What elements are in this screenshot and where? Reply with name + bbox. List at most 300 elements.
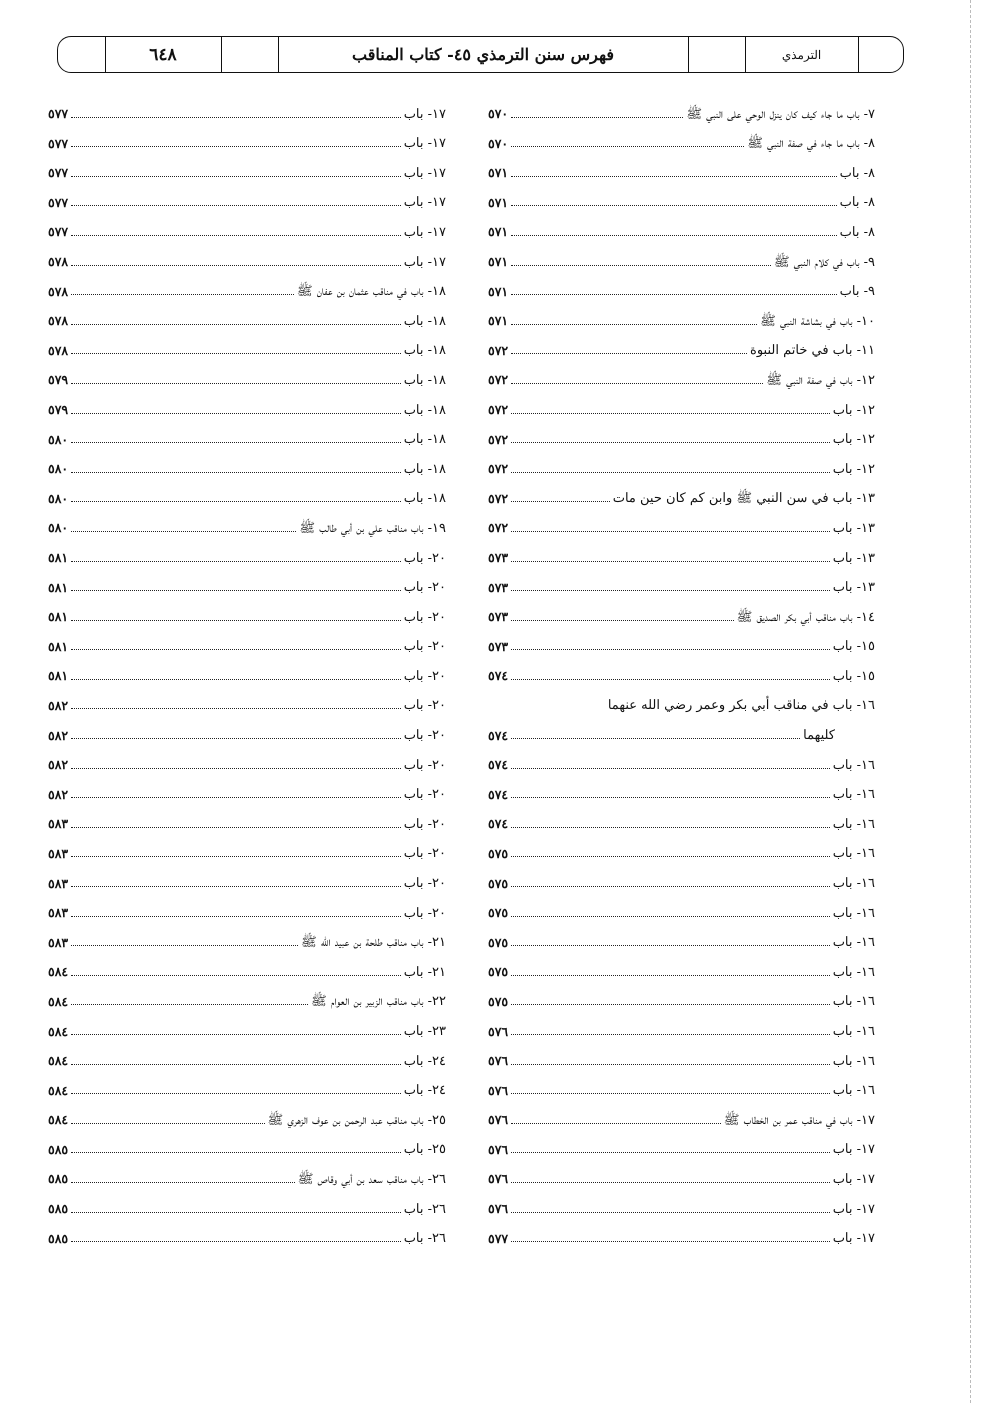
entry-page-number: ٥٧٤ (488, 757, 509, 773)
entry-page-number: ٥٨٥ (48, 1171, 69, 1187)
dot-leader (71, 649, 401, 650)
entry-title: ٢٠- باب (403, 609, 446, 625)
index-entry (488, 774, 875, 804)
index-entry (488, 359, 875, 389)
entry-title: ١٧- باب (832, 1142, 875, 1158)
index-entry (488, 744, 875, 774)
dot-leader (511, 797, 830, 798)
index-entry (488, 507, 875, 537)
entry-page-number: ٥٧٧ (48, 135, 69, 151)
entry-page-number: ٥٧٨ (48, 283, 69, 299)
entry-page-number: ٥٨٢ (48, 757, 69, 773)
dot-leader (71, 413, 401, 414)
entry-title: ١٣- باب (832, 520, 875, 536)
dot-leader (71, 945, 298, 946)
index-entry (48, 507, 446, 537)
entry-title: ١٦- باب (832, 787, 875, 803)
entry-title: ٢٦- باب مناقب سعد بن أبي وقاص ﷺ (297, 1171, 446, 1187)
dot-leader (511, 117, 683, 118)
entry-title: ١٣- باب في سن النبي ﷺ وابن كم كان حين مات (612, 491, 875, 507)
index-entry (488, 1188, 875, 1218)
dot-leader (71, 472, 401, 473)
entry-page-number: ٥٧٣ (488, 609, 509, 625)
entry-page-number: ٥٧٦ (488, 1082, 509, 1098)
dot-leader (511, 531, 830, 532)
page-header (57, 36, 904, 73)
index-entry (488, 803, 875, 833)
entry-title: ٩- باب (839, 284, 875, 300)
dot-leader (511, 353, 747, 354)
index-entry (488, 567, 875, 597)
dot-leader (511, 383, 763, 384)
index-entry (48, 359, 446, 389)
entry-page-number: ٥٨٣ (48, 845, 69, 861)
entry-page-number: ٥٧٨ (48, 254, 69, 270)
entry-title: ١٦- باب (832, 757, 875, 773)
index-entry (48, 1218, 446, 1248)
index-entry (488, 862, 875, 892)
entry-title: ١٧- باب (403, 195, 446, 211)
entry-title: ١٢- باب (832, 432, 875, 448)
entry-page-number: ٥٧١ (488, 283, 509, 299)
entry-page-number: ٥٨٣ (48, 934, 69, 950)
entry-page-number: ٥٧٩ (48, 402, 69, 418)
entry-title: ١٨- باب (403, 313, 446, 329)
index-entry (48, 596, 446, 626)
entry-title: ١٦- باب (832, 846, 875, 862)
index-entry (48, 922, 446, 952)
entry-page-number: ٥٨٤ (48, 1023, 69, 1039)
index-entry (48, 685, 446, 715)
entry-page-number: ٥٧٣ (488, 638, 509, 654)
index-entry (488, 152, 875, 182)
index-entry (48, 389, 446, 419)
entry-title: ٢٠- باب (403, 816, 446, 832)
index-entry (488, 892, 875, 922)
entry-page-number: ٥٧٥ (488, 905, 509, 921)
entry-title: ١٦- باب (832, 1053, 875, 1069)
index-entry (488, 123, 875, 153)
entry-title: ١٨- باب في مناقب عثمان بن عفان ﷺ (296, 284, 446, 300)
entry-title: ١٦- باب (832, 905, 875, 921)
entry-page-number: ٥٧٢ (488, 520, 509, 536)
dot-leader (511, 679, 830, 680)
entry-title: ١٦- باب (832, 935, 875, 951)
entry-title: ١٨- باب (403, 372, 446, 388)
entry-title: ١٣- باب (832, 550, 875, 566)
entry-page-number: ٥٨٠ (48, 520, 69, 536)
index-entry (48, 1070, 446, 1100)
index-entry (48, 1010, 446, 1040)
dot-leader (511, 1182, 830, 1183)
index-entry (48, 211, 446, 241)
entry-page-number: ٥٧٢ (488, 402, 509, 418)
index-entry (488, 241, 875, 271)
entry-title: ١٧- باب (403, 136, 446, 152)
entry-page-number: ٥٧٥ (488, 934, 509, 950)
dot-leader (71, 294, 294, 295)
entry-page-number: ٥٨٣ (48, 905, 69, 921)
dot-leader (71, 117, 401, 118)
entry-title: ١٦- باب (832, 964, 875, 980)
entry-page-number: ٥٧٥ (488, 964, 509, 980)
entry-title: ٢٠- باب (403, 580, 446, 596)
header-book-name: الترمذي (781, 47, 822, 62)
index-entry (48, 1188, 446, 1218)
index-entry (48, 714, 446, 744)
index-entry (488, 419, 875, 449)
entry-title: ٢٦- باب (403, 1201, 446, 1217)
dot-leader (71, 856, 401, 857)
index-entry (488, 478, 875, 508)
index-entry (48, 1158, 446, 1188)
entry-title: ١٥- باب (832, 668, 875, 684)
header-divider (858, 37, 859, 72)
entry-title: ١٨- باب (403, 343, 446, 359)
entry-page-number: ٥٨٠ (48, 461, 69, 477)
entry-page-number: ٥٧٤ (488, 816, 509, 832)
dot-leader (71, 383, 401, 384)
entry-page-number: ٥٧٦ (488, 1053, 509, 1069)
index-entry (48, 1040, 446, 1070)
index-entry (48, 951, 446, 981)
index-entry (488, 714, 875, 744)
entry-page-number: ٥٧٦ (488, 1112, 509, 1128)
index-column-right (488, 93, 875, 1247)
entry-page-number: ٥٨٢ (48, 697, 69, 713)
index-entry (48, 182, 446, 212)
index-entry (488, 922, 875, 952)
entry-title: ٢٠- باب (403, 757, 446, 773)
entry-page-number: ٥٨١ (48, 668, 69, 684)
dot-leader (511, 856, 830, 857)
entry-title: ١٦- باب في مناقب أبي بكر وعمر رضي الله عنهما (607, 698, 875, 714)
dot-leader (71, 827, 401, 828)
scan-margin-line (970, 0, 971, 1403)
dot-leader (71, 797, 401, 798)
entry-page-number: ٥٧٤ (488, 786, 509, 802)
index-entry (48, 271, 446, 301)
dot-leader (511, 413, 830, 414)
entry-title: ٢٠- باب (403, 846, 446, 862)
entry-page-number: ٥٧٦ (488, 1023, 509, 1039)
index-entry (48, 300, 446, 330)
entry-page-number: ٥٨٥ (48, 1141, 69, 1157)
index-entry (48, 152, 446, 182)
dot-leader (71, 738, 401, 739)
index-entry (488, 537, 875, 567)
entry-page-number: ٥٨٥ (48, 1201, 69, 1217)
entry-title: ١٨- باب (403, 491, 446, 507)
entry-page-number: ٥٧٢ (488, 490, 509, 506)
index-entry (488, 1040, 875, 1070)
dot-leader (71, 1064, 401, 1065)
entry-title: ٢٠- باب (403, 876, 446, 892)
entry-page-number: ٥٧٦ (488, 1141, 509, 1157)
entry-title: ٢١- باب (403, 964, 446, 980)
entry-page-number: ٥٧٧ (48, 165, 69, 181)
dot-leader (71, 916, 401, 917)
entry-title: ١٧- باب (403, 254, 446, 270)
entry-title: ٩- باب في كلام النبي ﷺ (773, 254, 875, 270)
index-entry (488, 833, 875, 863)
entry-page-number: ٥٧٧ (48, 194, 69, 210)
entry-page-number: ٥٧٧ (48, 106, 69, 122)
dot-leader (511, 235, 837, 236)
entry-title: ١٧- باب (403, 106, 446, 122)
dot-leader (511, 1004, 830, 1005)
dot-leader (71, 1004, 308, 1005)
dot-leader (511, 590, 830, 591)
dot-leader (511, 324, 757, 325)
entry-page-number: ٥٧٣ (488, 550, 509, 565)
index-entry (48, 1129, 446, 1159)
entry-page-number: ٥٧٩ (48, 372, 69, 388)
entry-page-number: ٥٧٢ (488, 342, 509, 358)
entry-title: ١٢- باب في صفة النبي ﷺ (766, 372, 875, 388)
entry-title: ٢٠- باب (403, 550, 446, 566)
entry-page-number: ٥٧٠ (488, 135, 509, 151)
dot-leader (511, 1241, 830, 1242)
entry-page-number: ٥٧١ (488, 194, 509, 210)
entry-page-number: ٥٧٠ (488, 106, 509, 122)
index-entry (488, 93, 875, 123)
entry-title: ١٩- باب مناقب علي بن أبي طالب ﷺ (299, 520, 446, 536)
index-entry (488, 211, 875, 241)
dot-leader (511, 886, 830, 887)
entry-title: ٢٠- باب (403, 905, 446, 921)
entry-page-number: ٥٨٢ (48, 786, 69, 802)
index-entry (48, 419, 446, 449)
entry-page-number: ٥٧٨ (48, 342, 69, 358)
dot-leader (71, 1093, 401, 1094)
dot-leader (511, 561, 830, 562)
entry-page-number: ٥٧٦ (488, 1201, 509, 1217)
entry-title: ١٧- باب (832, 1201, 875, 1217)
dot-leader (71, 708, 401, 709)
entry-title: ١٨- باب (403, 432, 446, 448)
entry-page-number: ٥٧١ (488, 224, 509, 240)
header-page-number: ٦٤٨ (149, 44, 177, 65)
entry-page-number: ٥٨٣ (48, 875, 69, 891)
dot-leader (511, 1034, 830, 1035)
entry-title: ٢٤- باب (403, 1053, 446, 1069)
entry-title: ١٧- باب في مناقب عمر بن الخطاب ﷺ (723, 1112, 875, 1128)
index-entry (48, 774, 446, 804)
entry-title: ٨- باب ما جاء في صفة النبي ﷺ (747, 136, 875, 152)
entry-title: ١٦- باب (832, 876, 875, 892)
entry-page-number: ٥٧٦ (488, 1171, 509, 1187)
index-entry (488, 300, 875, 330)
index-entry (48, 833, 446, 863)
dot-leader (511, 1123, 721, 1124)
index-entry (48, 123, 446, 153)
entry-title: ١٧- باب (403, 165, 446, 181)
entry-title: ١٠- باب في بشاشة النبي ﷺ (760, 313, 875, 329)
header-title: فهرس سنن الترمذي ٤٥- كتاب المناقب (352, 45, 614, 64)
entry-page-number: ٥٧٤ (488, 727, 509, 743)
dot-leader (71, 235, 401, 236)
entry-page-number: ٥٧٤ (488, 668, 509, 684)
dot-leader (511, 916, 830, 917)
entry-title: ١٢- باب (832, 461, 875, 477)
dot-leader (71, 324, 401, 325)
entry-title: ٢٠- باب (403, 787, 446, 803)
entry-page-number: ٥٨٤ (48, 1082, 69, 1098)
dot-leader (71, 975, 401, 976)
index-entry (48, 478, 446, 508)
entry-title: ٢٢- باب مناقب الزبير بن العوام ﷺ (310, 994, 446, 1010)
dot-leader (71, 442, 401, 443)
header-divider (688, 37, 689, 72)
dot-leader (71, 176, 401, 177)
dot-leader (71, 501, 401, 502)
index-entry (48, 93, 446, 123)
dot-leader (511, 1212, 830, 1213)
entry-title: ١٦- باب (832, 816, 875, 832)
entry-page-number: ٥٨٢ (48, 727, 69, 743)
entry-title: ٢٥- باب (403, 1142, 446, 1158)
index-entry (48, 241, 446, 271)
entry-title: ٢٣- باب (403, 1024, 446, 1039)
entry-page-number: ٥٨٤ (48, 1112, 69, 1128)
entry-page-number: ٥٧١ (488, 313, 509, 329)
entry-title: ١٣- باب (832, 580, 875, 596)
dot-leader (71, 590, 401, 591)
index-entry (48, 626, 446, 656)
index-entry (488, 685, 875, 715)
entry-page-number: ٥٧٥ (488, 993, 509, 1009)
entry-title: ٢٠- باب (403, 639, 446, 655)
dot-leader (511, 827, 830, 828)
index-entry (48, 744, 446, 774)
entry-title: ١١- باب في خاتم النبوة (750, 343, 875, 359)
dot-leader (71, 265, 401, 266)
index-entry (48, 862, 446, 892)
dot-leader (511, 1152, 830, 1153)
dot-leader (71, 1152, 401, 1153)
entry-page-number: ٥٧٧ (48, 224, 69, 240)
entry-title: ١٦- باب (832, 1024, 875, 1039)
index-entry (488, 1218, 875, 1248)
dot-leader (511, 294, 837, 295)
dot-leader (71, 679, 401, 680)
index-entry (488, 1070, 875, 1100)
index-entry (488, 271, 875, 301)
dot-leader (511, 442, 830, 443)
dot-leader (71, 886, 401, 887)
index-entry (488, 182, 875, 212)
index-entry (488, 1010, 875, 1040)
entry-title: ١٨- باب (403, 402, 446, 418)
entry-title: ١٤- باب مناقب أبي بكر الصديق ﷺ (736, 609, 875, 625)
entry-title: ٨- باب (839, 165, 875, 181)
dot-leader (511, 472, 830, 473)
entry-page-number: ٥٨١ (48, 609, 69, 625)
index-column-left (48, 93, 446, 1247)
dot-leader (71, 146, 401, 147)
entry-page-number: ٥٧٨ (48, 313, 69, 329)
entry-page-number: ٥٨١ (48, 550, 69, 565)
entry-title: ١٢- باب (832, 402, 875, 418)
dot-leader (511, 176, 837, 177)
entry-title: ١٦- باب (832, 994, 875, 1010)
entry-title: ١٥- باب (832, 639, 875, 655)
entry-title: ١٧- باب (832, 1171, 875, 1187)
header-divider (221, 37, 222, 72)
entry-title: ٨- باب (839, 195, 875, 211)
entry-page-number: ٥٧٥ (488, 845, 509, 861)
dot-leader (511, 620, 733, 621)
dot-leader (71, 1182, 295, 1183)
entry-title: ١٧- باب (403, 224, 446, 240)
entry-title: ٢٤- باب (403, 1083, 446, 1099)
index-entry (488, 655, 875, 685)
index-entry (48, 655, 446, 685)
dot-leader (71, 620, 401, 621)
index-entry (48, 567, 446, 597)
entry-page-number: ٥٨١ (48, 638, 69, 654)
entry-page-number: ٥٧٢ (488, 431, 509, 447)
dot-leader (511, 738, 800, 739)
index-entry (48, 537, 446, 567)
entry-title: ٢٠- باب (403, 668, 446, 684)
dot-leader (511, 975, 830, 976)
dot-leader (511, 205, 837, 206)
index-entry (488, 951, 875, 981)
entry-title: ١٧- باب (832, 1231, 875, 1247)
index-entry (488, 626, 875, 656)
entry-page-number: ٥٨٤ (48, 993, 69, 1009)
entry-page-number: ٥٨٤ (48, 964, 69, 980)
entry-page-number: ٥٧٣ (488, 579, 509, 595)
entry-title: ٢٠- باب (403, 728, 446, 744)
entry-title: ٢٥- باب مناقب عبد الرحمن بن عوف الزهري ﷺ (267, 1112, 446, 1128)
dot-leader (71, 205, 401, 206)
entry-page-number: ٥٧٧ (488, 1230, 509, 1246)
index-entry (48, 448, 446, 478)
dot-leader (71, 768, 401, 769)
entry-page-number: ٥٨٣ (48, 816, 69, 832)
dot-leader (511, 146, 744, 147)
dot-leader (511, 768, 830, 769)
index-entry (488, 981, 875, 1011)
dot-leader (71, 353, 401, 354)
index-entry (48, 330, 446, 360)
entry-title: ١٦- باب (832, 1083, 875, 1099)
entry-title: كليهما (803, 728, 835, 744)
index-entry (48, 892, 446, 922)
index-entry (488, 330, 875, 360)
dot-leader (71, 1123, 264, 1124)
entry-title: ٧- باب ما جاء كيف كان ينزل الوحي على النبي ﷺ (686, 106, 875, 122)
entry-page-number: ٥٨٠ (48, 431, 69, 447)
index-entry (488, 1129, 875, 1159)
dot-leader (71, 1212, 401, 1213)
entry-page-number: ٥٨٠ (48, 490, 69, 506)
index-entry (488, 596, 875, 626)
index-entry (488, 1158, 875, 1188)
index-entry (488, 389, 875, 419)
entry-title: ٢١- باب مناقب طلحة بن عبيد الله ﷺ (301, 935, 446, 951)
entry-page-number: ٥٧٢ (488, 461, 509, 477)
dot-leader (511, 945, 830, 946)
index-entry (48, 803, 446, 833)
index-entry (488, 1099, 875, 1129)
dot-leader (71, 561, 401, 562)
entry-page-number: ٥٨٥ (48, 1230, 69, 1246)
entry-title: ٢٦- باب (403, 1231, 446, 1247)
